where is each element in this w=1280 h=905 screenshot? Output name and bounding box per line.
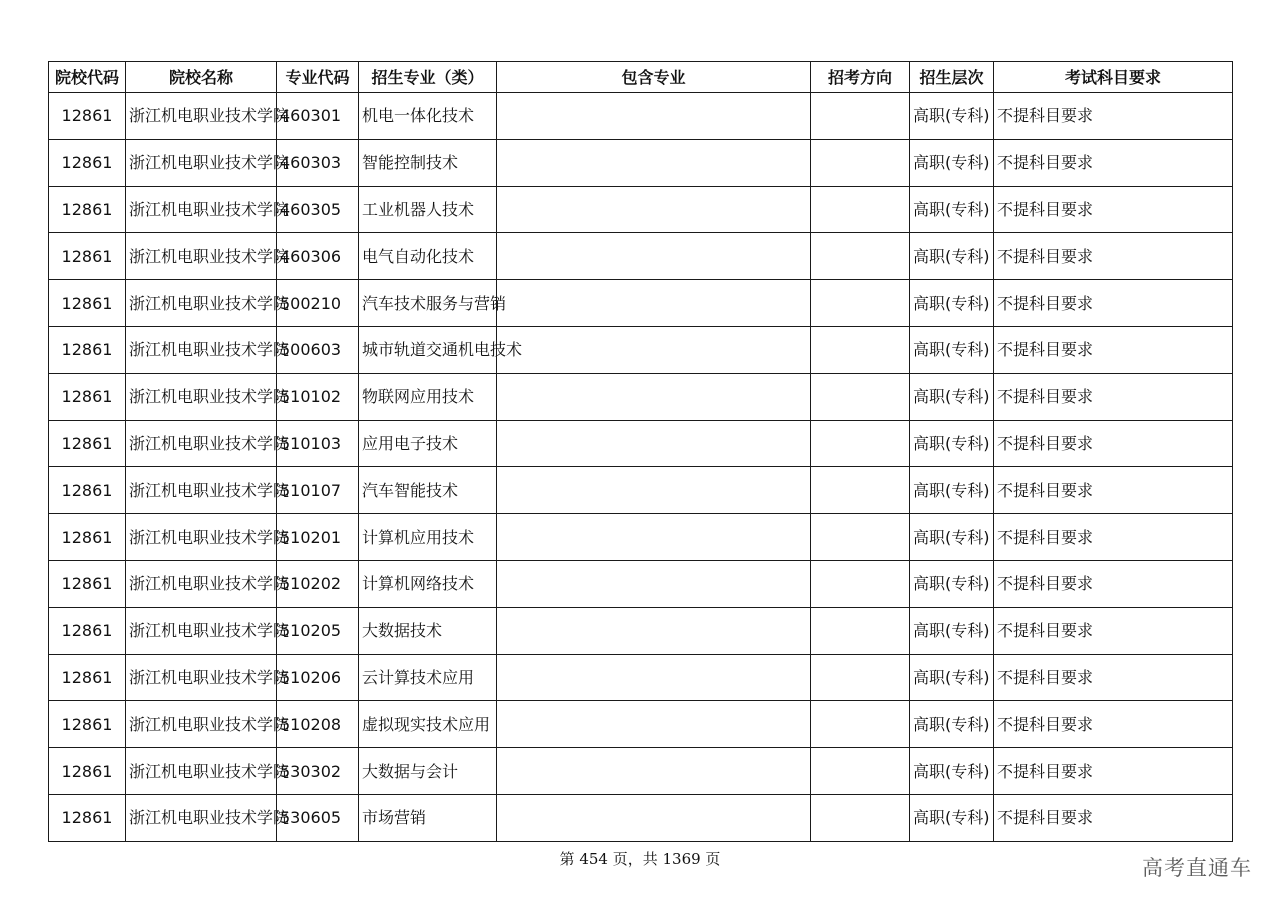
cell-school-code: 12861 [49, 467, 126, 514]
cell-included-majors [497, 748, 811, 795]
cell-school-name: 浙江机电职业技术学院 [126, 373, 277, 420]
cell-major: 云计算技术应用 [359, 654, 497, 701]
cell-included-majors [497, 280, 811, 327]
cell-level: 高职(专科) [910, 280, 994, 327]
cell-school-name: 浙江机电职业技术学院 [126, 560, 277, 607]
cell-school-name: 浙江机电职业技术学院 [126, 654, 277, 701]
cell-school-code: 12861 [49, 93, 126, 140]
table-row [49, 560, 1233, 607]
header-direction: 招考方向 [811, 62, 910, 93]
cell-direction [811, 654, 910, 701]
cell-school-code: 12861 [49, 514, 126, 561]
cell-direction [811, 607, 910, 654]
header-level: 招生层次 [910, 62, 994, 93]
cell-school-code: 12861 [49, 654, 126, 701]
cell-school-code: 12861 [49, 186, 126, 233]
table-row [49, 186, 1233, 233]
table-row [49, 467, 1233, 514]
cell-major-code: 510102 [277, 373, 359, 420]
cell-school-code: 12861 [49, 326, 126, 373]
cell-school-code: 12861 [49, 701, 126, 748]
cell-major: 应用电子技术 [359, 420, 497, 467]
cell-major-code: 510202 [277, 560, 359, 607]
cell-major: 计算机网络技术 [359, 560, 497, 607]
cell-major: 市场营销 [359, 794, 497, 841]
cell-requirement: 不提科目要求 [994, 420, 1233, 467]
cell-major: 工业机器人技术 [359, 186, 497, 233]
cell-school-name: 浙江机电职业技术学院 [126, 93, 277, 140]
cell-requirement: 不提科目要求 [994, 560, 1233, 607]
cell-major-code: 500603 [277, 326, 359, 373]
cell-included-majors [497, 373, 811, 420]
cell-included-majors [497, 560, 811, 607]
cell-requirement: 不提科目要求 [994, 654, 1233, 701]
table-row [49, 233, 1233, 280]
cell-major-code: 510206 [277, 654, 359, 701]
cell-level: 高职(专科) [910, 139, 994, 186]
cell-direction [811, 560, 910, 607]
cell-requirement: 不提科目要求 [994, 514, 1233, 561]
cell-major-code: 530605 [277, 794, 359, 841]
cell-major: 电气自动化技术 [359, 233, 497, 280]
cell-major-code: 510208 [277, 701, 359, 748]
cell-direction [811, 326, 910, 373]
cell-school-code: 12861 [49, 280, 126, 327]
cell-major: 虚拟现实技术应用 [359, 701, 497, 748]
cell-major: 城市轨道交通机电技术 [359, 326, 497, 373]
cell-school-name: 浙江机电职业技术学院 [126, 514, 277, 561]
header-school-name: 院校名称 [126, 62, 277, 93]
cell-level: 高职(专科) [910, 420, 994, 467]
cell-major-code: 510103 [277, 420, 359, 467]
cell-major: 汽车智能技术 [359, 467, 497, 514]
cell-school-name: 浙江机电职业技术学院 [126, 326, 277, 373]
cell-major: 计算机应用技术 [359, 514, 497, 561]
cell-school-code: 12861 [49, 139, 126, 186]
cell-requirement: 不提科目要求 [994, 326, 1233, 373]
cell-school-name: 浙江机电职业技术学院 [126, 607, 277, 654]
cell-included-majors [497, 794, 811, 841]
cell-requirement: 不提科目要求 [994, 280, 1233, 327]
cell-school-name: 浙江机电职业技术学院 [126, 233, 277, 280]
cell-major: 大数据技术 [359, 607, 497, 654]
table-row [49, 794, 1233, 841]
cell-school-name: 浙江机电职业技术学院 [126, 280, 277, 327]
cell-direction [811, 701, 910, 748]
cell-requirement: 不提科目要求 [994, 748, 1233, 795]
cell-requirement: 不提科目要求 [994, 794, 1233, 841]
admissions-table [48, 61, 1233, 842]
table-row [49, 420, 1233, 467]
cell-included-majors [497, 186, 811, 233]
cell-major-code: 460306 [277, 233, 359, 280]
cell-major: 智能控制技术 [359, 139, 497, 186]
cell-major: 汽车技术服务与营销 [359, 280, 497, 327]
cell-major-code: 530302 [277, 748, 359, 795]
cell-school-name: 浙江机电职业技术学院 [126, 794, 277, 841]
cell-major: 机电一体化技术 [359, 93, 497, 140]
cell-requirement: 不提科目要求 [994, 93, 1233, 140]
cell-school-code: 12861 [49, 607, 126, 654]
cell-level: 高职(专科) [910, 373, 994, 420]
cell-school-code: 12861 [49, 748, 126, 795]
table-row [49, 326, 1233, 373]
table-row [49, 373, 1233, 420]
cell-level: 高职(专科) [910, 560, 994, 607]
table-body [49, 93, 1233, 842]
table-row [49, 280, 1233, 327]
page-number: 第 454 页，共 1369 页 [559, 850, 721, 868]
cell-level: 高职(专科) [910, 514, 994, 561]
table-row [49, 93, 1233, 140]
cell-school-name: 浙江机电职业技术学院 [126, 139, 277, 186]
header-requirement: 考试科目要求 [994, 62, 1233, 93]
cell-direction [811, 186, 910, 233]
cell-requirement: 不提科目要求 [994, 233, 1233, 280]
watermark-logo-text: 高考直通车 [1142, 856, 1252, 880]
cell-major-code: 510201 [277, 514, 359, 561]
cell-school-name: 浙江机电职业技术学院 [126, 467, 277, 514]
cell-major-code: 500210 [277, 280, 359, 327]
cell-major: 物联网应用技术 [359, 373, 497, 420]
cell-level: 高职(专科) [910, 794, 994, 841]
cell-direction [811, 420, 910, 467]
cell-school-code: 12861 [49, 373, 126, 420]
cell-direction [811, 139, 910, 186]
cell-major-code: 510107 [277, 467, 359, 514]
cell-included-majors [497, 654, 811, 701]
cell-requirement: 不提科目要求 [994, 467, 1233, 514]
cell-requirement: 不提科目要求 [994, 607, 1233, 654]
cell-major-code: 460301 [277, 93, 359, 140]
header-row [49, 62, 1233, 93]
cell-requirement: 不提科目要求 [994, 139, 1233, 186]
cell-level: 高职(专科) [910, 186, 994, 233]
cell-direction [811, 233, 910, 280]
cell-school-name: 浙江机电职业技术学院 [126, 186, 277, 233]
cell-level: 高职(专科) [910, 233, 994, 280]
table-row [49, 514, 1233, 561]
cell-included-majors [497, 326, 811, 373]
cell-direction [811, 748, 910, 795]
cell-level: 高职(专科) [910, 607, 994, 654]
cell-level: 高职(专科) [910, 326, 994, 373]
cell-requirement: 不提科目要求 [994, 701, 1233, 748]
header-major-code: 专业代码 [277, 62, 359, 93]
cell-included-majors [497, 701, 811, 748]
cell-level: 高职(专科) [910, 93, 994, 140]
cell-direction [811, 280, 910, 327]
cell-requirement: 不提科目要求 [994, 373, 1233, 420]
table-row [49, 607, 1233, 654]
header-school-code: 院校代码 [49, 62, 126, 93]
table-row [49, 748, 1233, 795]
cell-major-code: 460305 [277, 186, 359, 233]
cell-requirement: 不提科目要求 [994, 186, 1233, 233]
cell-school-code: 12861 [49, 233, 126, 280]
cell-included-majors [497, 607, 811, 654]
cell-included-majors [497, 514, 811, 561]
cell-direction [811, 373, 910, 420]
cell-level: 高职(专科) [910, 701, 994, 748]
cell-level: 高职(专科) [910, 748, 994, 795]
cell-school-name: 浙江机电职业技术学院 [126, 420, 277, 467]
table-row [49, 654, 1233, 701]
cell-included-majors [497, 467, 811, 514]
cell-school-code: 12861 [49, 794, 126, 841]
cell-level: 高职(专科) [910, 654, 994, 701]
cell-school-name: 浙江机电职业技术学院 [126, 748, 277, 795]
cell-direction [811, 794, 910, 841]
cell-included-majors [497, 93, 811, 140]
table-row [49, 139, 1233, 186]
cell-included-majors [497, 233, 811, 280]
cell-major: 大数据与会计 [359, 748, 497, 795]
cell-school-code: 12861 [49, 420, 126, 467]
cell-school-code: 12861 [49, 560, 126, 607]
header-major: 招生专业（类） [359, 62, 497, 93]
header-included-majors: 包含专业 [497, 62, 811, 93]
cell-included-majors [497, 139, 811, 186]
table-row [49, 701, 1233, 748]
cell-school-name: 浙江机电职业技术学院 [126, 701, 277, 748]
cell-direction [811, 514, 910, 561]
cell-direction [811, 93, 910, 140]
cell-major-code: 510205 [277, 607, 359, 654]
cell-direction [811, 467, 910, 514]
cell-included-majors [497, 420, 811, 467]
cell-major-code: 460303 [277, 139, 359, 186]
cell-level: 高职(专科) [910, 467, 994, 514]
